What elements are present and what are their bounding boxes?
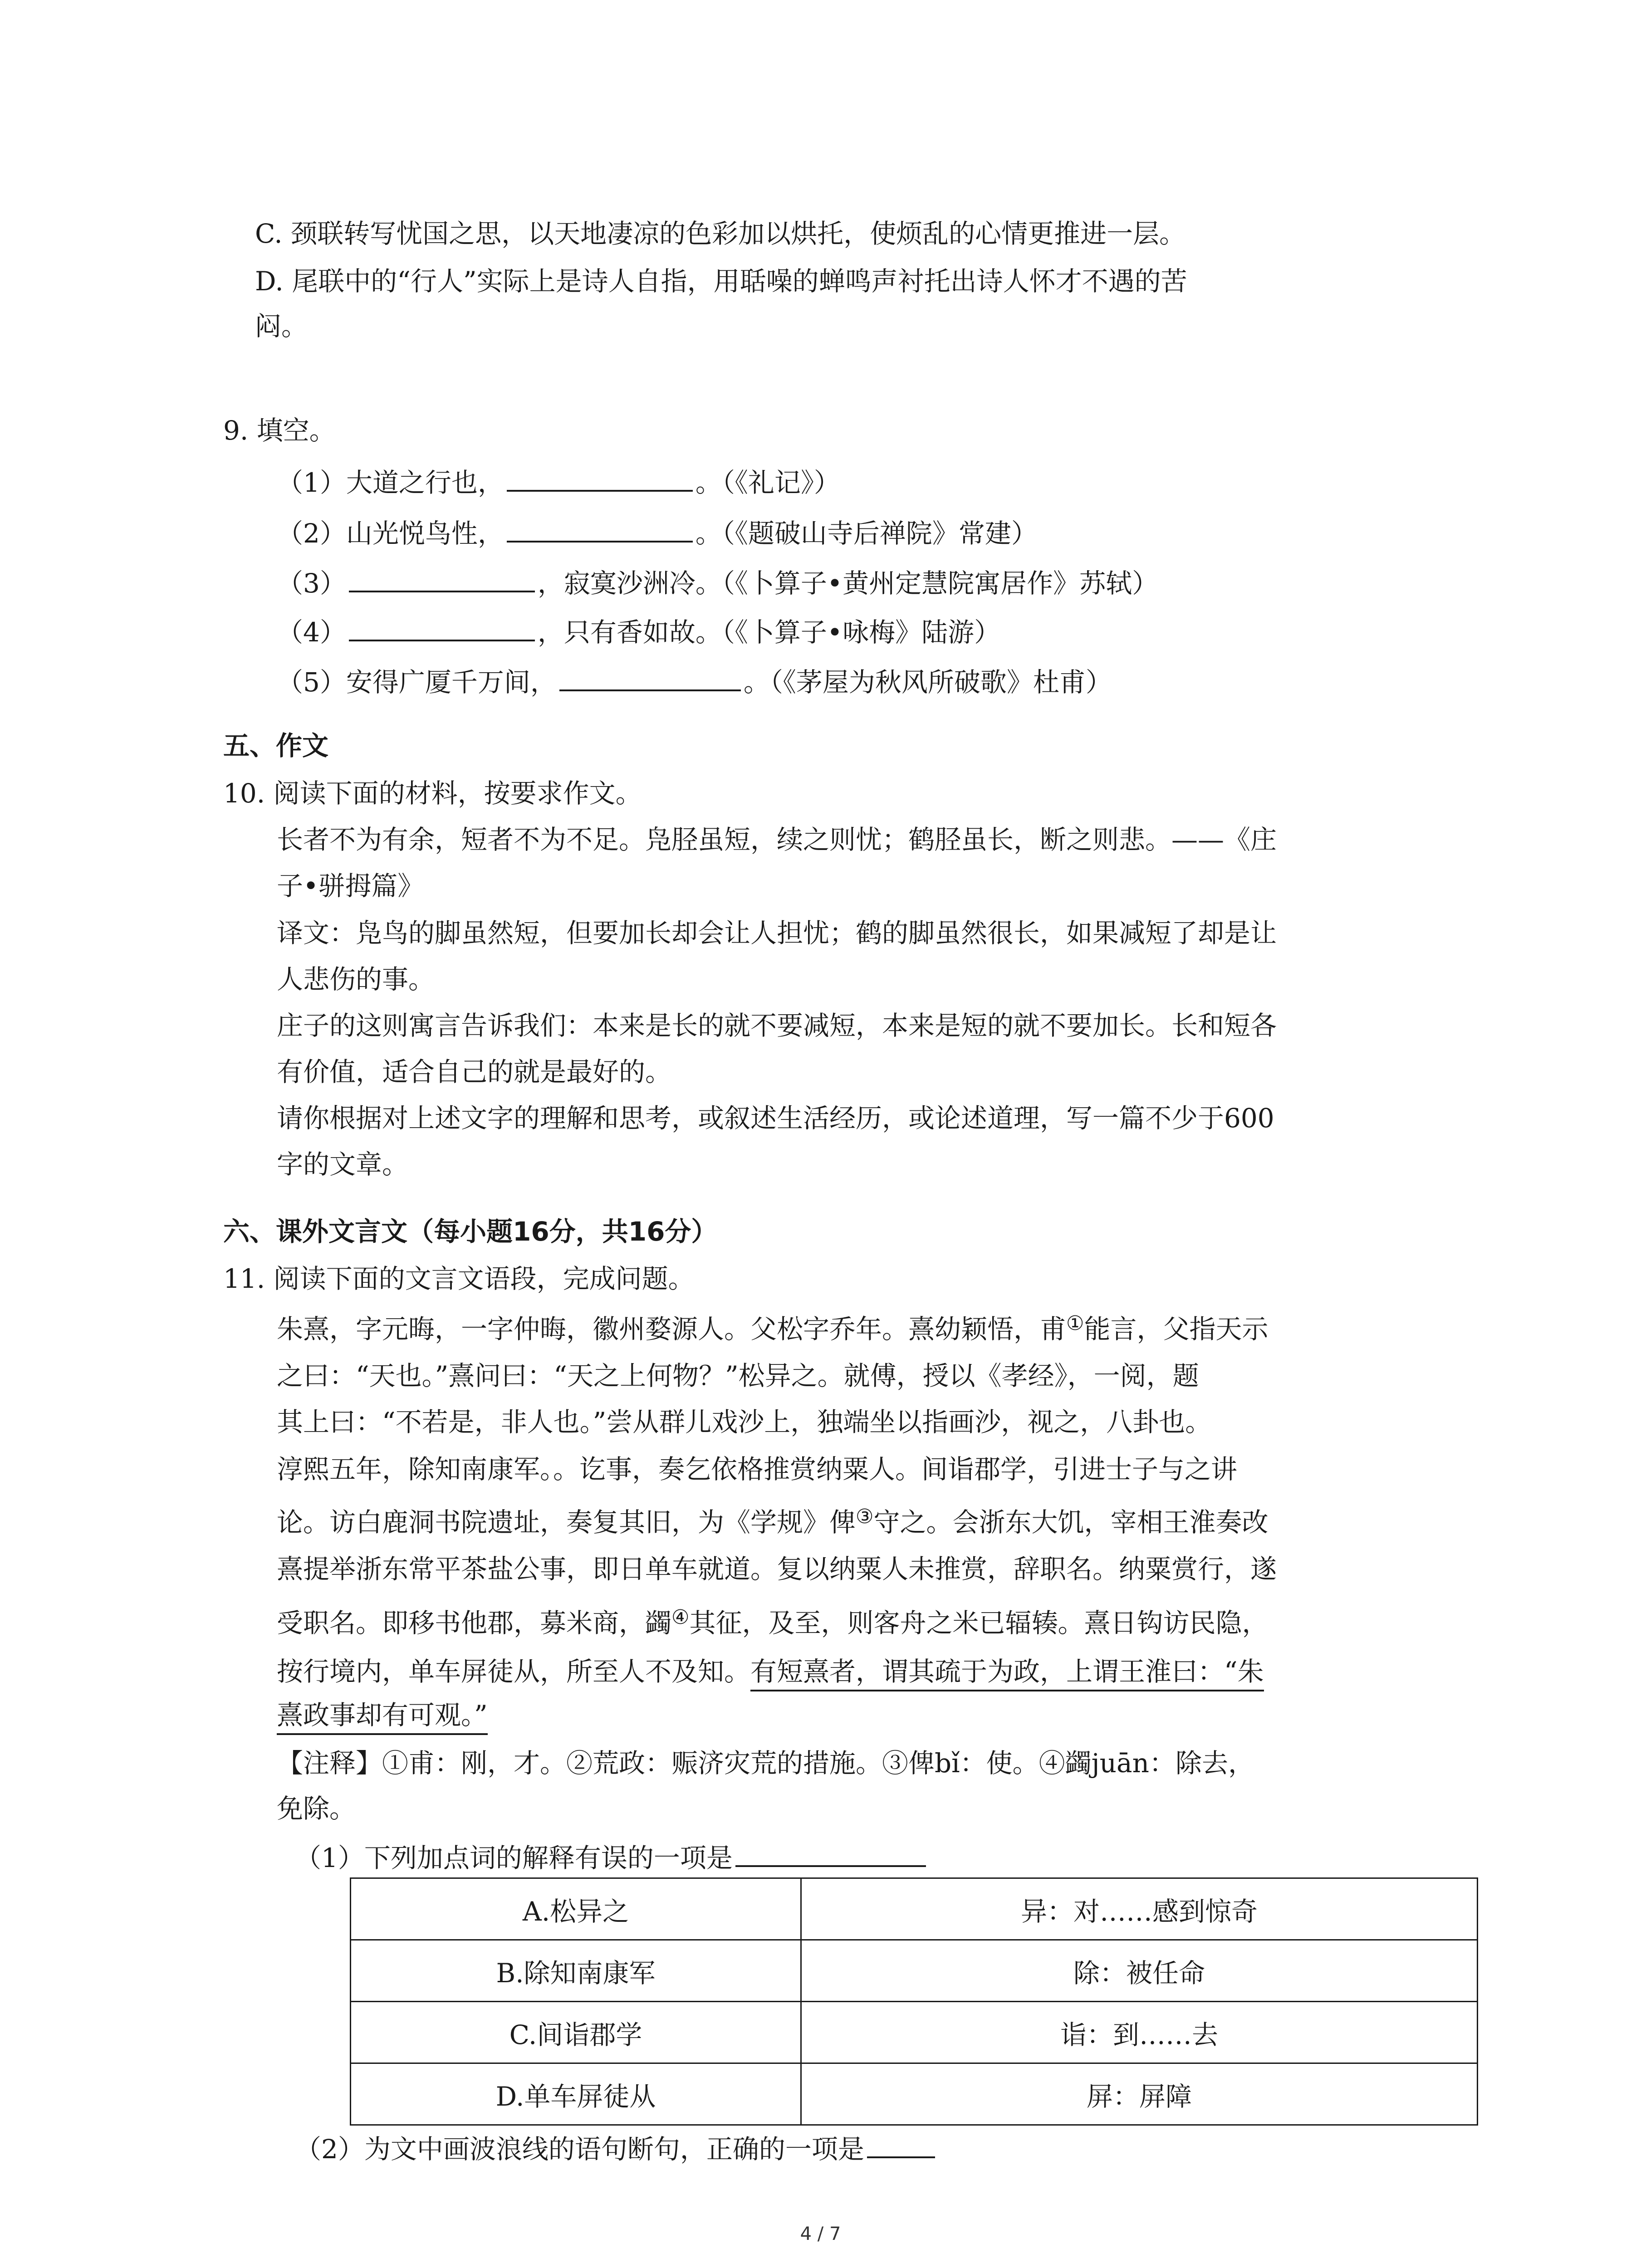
option-cell: C.间诣郡学 [351, 2002, 801, 2063]
footnote-marker: ① [1066, 1312, 1084, 1335]
q8-option-c: C. 颈联转写忧国之思，以天地凄凉的色彩加以烘托，使烦乱的心情更推进一层。 [255, 218, 1186, 249]
passage-text: 其征，及至，则客舟之米已辐辏。熹日钩访民隐， [689, 1608, 1269, 1638]
q9-item-2-post: 。（《题破山寺后禅院》常建） [695, 518, 1038, 549]
table-row [351, 1878, 1478, 1940]
passage-text: 朱熹，字元晦，一字仲晦，徽州婺源人。父松字乔年。熹幼颖悟，甫 [277, 1314, 1067, 1344]
passage-text: 能言，父指天示 [1084, 1314, 1269, 1344]
answer-blank[interactable] [559, 666, 741, 691]
passage-text: 受职名。即移书他郡，募米商，蠲 [277, 1608, 672, 1638]
q9-item-4 [277, 616, 1001, 648]
subquestion-text: （1）下列加点词的解释有误的一项是 [295, 1843, 733, 1873]
q8-option-d: D. 尾联中的“行人”实际上是诗人自指，用聒噪的蝉鸣声衬托出诗人怀才不遇的苦 [255, 266, 1187, 297]
q9-title: 9. 填空。 [223, 415, 336, 446]
q11-subquestion-1 [295, 1842, 929, 1871]
q11-passage-line [277, 1702, 488, 1728]
answer-blank[interactable] [349, 616, 535, 641]
q11-subquestion-2 [295, 2133, 938, 2165]
answer-blank[interactable] [507, 466, 693, 492]
q11-passage-line [277, 1505, 1269, 1538]
section-5-title: 五、作文 [223, 730, 329, 761]
q11-passage-line: 其上曰：“不若是，非人也。”尝从群儿戏沙上，独端坐以指画沙，视之，八卦也。 [277, 1407, 1212, 1437]
section-6-title: 六、课外文言文（每小题16分，共16分） [223, 1216, 718, 1247]
answer-blank[interactable] [735, 1842, 926, 1867]
table-row [351, 2002, 1478, 2063]
q10-material-line: 译文：凫鸟的脚虽然短，但要加长却会让人担忧；鹤的脚虽然很长，如果减短了却是让 [277, 918, 1277, 948]
wavy-underlined-text: 有短熹者，谓其疏于为政，上谓王淮曰：“朱 [750, 1656, 1264, 1691]
q11-passage-line: 之曰：“天也。”熹问曰：“天之上何物？”松异之。就傅，授以《孝经》，一阅，题 [277, 1360, 1199, 1391]
q10-material-line: 请你根据对上述文字的理解和思考，或叙述生活经历，或论述道理，写一篇不少于600 [277, 1103, 1274, 1134]
passage-text: 按行境内，单车屏徒从，所至人不及知。 [277, 1656, 751, 1687]
q11-note-cont: 免除。 [277, 1793, 356, 1824]
options-table [350, 1877, 1478, 2126]
q8-option-d-cont: 闷。 [255, 311, 308, 342]
passage-text: 论。访白鹿洞书院遗址，奏复其旧，为《学规》俾 [277, 1507, 856, 1538]
q9-item-1-post: 。（《礼记》） [695, 467, 840, 498]
q9-item-5 [277, 666, 1112, 698]
answer-blank[interactable] [867, 2133, 935, 2158]
q10-title: 10. 阅读下面的材料，按要求作文。 [223, 778, 642, 809]
q10-material-line: 子•骈拇篇》 [277, 870, 424, 901]
q11-passage-line [277, 1608, 1268, 1636]
q9-item-4-pre: （4） [277, 617, 346, 648]
q10-material-line: 有价值，适合自己的就是最好的。 [277, 1056, 672, 1087]
q11-passage-line [277, 1658, 1264, 1685]
q11-title: 11. 阅读下面的文言文语段，完成问题。 [223, 1263, 695, 1294]
q11-passage-line [277, 1314, 1268, 1342]
q9-item-5-pre: （5）安得广厦千万间， [277, 667, 557, 698]
q9-item-3 [277, 567, 1159, 599]
q9-item-3-post: ，寂寞沙洲冷。（《卜算子•黄州定慧院寓居作》苏轼） [537, 568, 1159, 599]
answer-blank[interactable] [507, 517, 693, 543]
explanation-cell: 诣：到……去 [801, 2002, 1478, 2063]
q11-passage-line: 熹提举浙东常平茶盐公事，即日单车就道。复以纳粟人未推赏，辞职名。纳粟赏行，遂 [277, 1554, 1277, 1584]
option-cell: D.单车屏徒从 [351, 2063, 801, 2125]
q9-item-2 [277, 517, 1038, 547]
option-cell: A.松异之 [351, 1878, 801, 1940]
explanation-cell: 屏：屏障 [801, 2063, 1478, 2125]
q9-item-1 [277, 466, 840, 496]
footnote-marker: ③ [856, 1505, 874, 1528]
wavy-underlined-text: 熹政事却有可观。” [277, 1700, 488, 1735]
q9-item-1-pre: （1）大道之行也， [277, 467, 504, 498]
table-row [351, 1940, 1478, 2002]
passage-text: 守之。会浙东大饥，宰相王淮奏改 [873, 1507, 1269, 1538]
table-row [351, 2063, 1478, 2125]
q11-passage-line: 淳熙五年，除知南康军。。讫事，奏乞依格推赏纳粟人。间诣郡学，引进士子与之讲 [277, 1454, 1238, 1485]
explanation-cell: 除：被任命 [801, 1940, 1478, 2002]
q11-note: 【注释】①甫：刚，才。②荒政：赈济灾荒的措施。③俾bǐ：使。④蠲juān：除去， [277, 1748, 1254, 1779]
q9-item-5-post: 。（《茅屋为秋风所破歌》杜甫） [743, 667, 1112, 698]
answer-blank[interactable] [349, 567, 535, 592]
explanation-cell: 异：对……感到惊奇 [801, 1878, 1478, 1940]
option-cell: B.除知南康军 [351, 1940, 801, 2002]
q10-material-line: 庄子的这则寓言告诉我们：本来是长的就不要减短，本来是短的就不要加长。长和短各 [277, 1010, 1277, 1041]
page-number: 4 / 7 [800, 2224, 841, 2244]
subquestion-text: （2）为文中画波浪线的语句断句，正确的一项是 [295, 2134, 864, 2165]
q10-material-line: 长者不为有余，短者不为不足。凫胫虽短，续之则忧；鹤胫虽长，断之则悲。——《庄 [277, 824, 1277, 855]
q9-item-2-pre: （2）山光悦鸟性， [277, 518, 504, 549]
q9-item-3-pre: （3） [277, 568, 346, 599]
footnote-marker: ④ [671, 1606, 690, 1629]
q10-material-line: 人悲伤的事。 [277, 964, 435, 995]
q10-material-line: 字的文章。 [277, 1149, 409, 1180]
q9-item-4-post: ，只有香如故。（《卜算子•咏梅》陆游） [537, 617, 1001, 648]
